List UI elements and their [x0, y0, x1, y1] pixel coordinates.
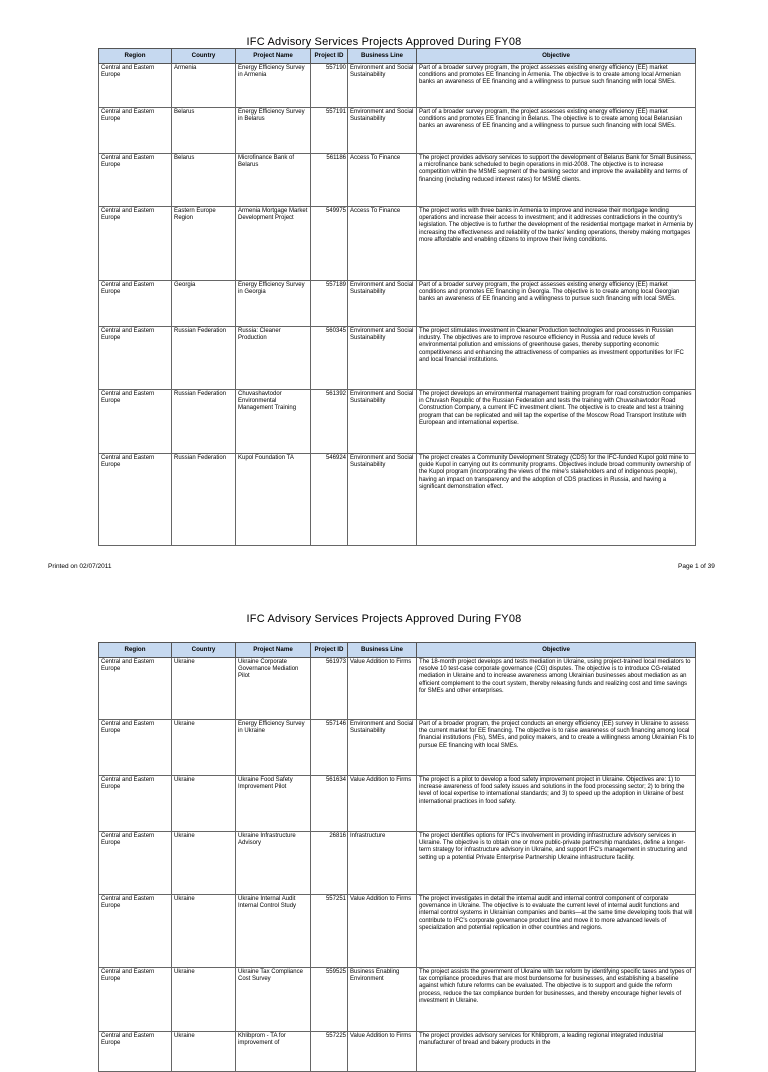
cell-region: Central and Eastern Europe: [99, 390, 172, 454]
cell-objective: The project assists the government of Ukraine with tax reform by identifying specific taxes and types of tax compliance procedures that are most burdensome for businesses, and establishing a baseline against which future reforms can be evaluated. The objective is to support and guide the reform process, reduce the tax compliance burden for businesses, and thereby encourage higher levels of investment in Ukraine.: [417, 968, 696, 1032]
cell-country: Ukraine: [172, 658, 236, 720]
column-header-country: Country: [172, 643, 236, 658]
cell-region: Central and Eastern Europe: [99, 64, 172, 108]
cell-region: Central and Eastern Europe: [99, 968, 172, 1032]
cell-objective: The project creates a Community Development Strategy (CDS) for the IFC-funded Kupol gold mine to guide Kupol in carrying out its community programs. Objectives include broad community ownership of the Kupol program (incorporating the views of the mine's stakeholders and of indigenous people), having an impact on transparency and the adoption of CDS practices in Russia, and having a significant demonstration effect.: [417, 454, 696, 546]
cell-project-id: 546924: [311, 454, 348, 546]
cell-objective: Part of a broader survey program, the project assesses existing energy efficiency (EE) market conditions and promotes EE financing in Georgia. The objective is to create among local Georgian banks an awareness of EE financing and a willingness to pursue such financing with local SMEs.: [417, 281, 696, 327]
cell-objective: The 18-month project develops and tests mediation in Ukraine, using project-trained local mediators to resolve 10 test-case corporate governance (CG) disputes. The objective is to introduce CG-related mediation in Ukraine and to increase awareness among Ukrainian businesses about mediation as an efficient complement to the court system, thereby releasing funds and realizing cost and time savings for SMEs and other enterprises.: [417, 658, 696, 720]
cell-country: Belarus: [172, 154, 236, 207]
table-row: [99, 108, 696, 154]
cell-project-name: Chuvashavtodor Environmental Management Training: [236, 390, 311, 454]
cell-country: Ukraine: [172, 895, 236, 968]
column-header-project-id: Project ID: [311, 49, 348, 64]
page-title: IFC Advisory Services Projects Approved During FY08: [246, 36, 522, 48]
cell-objective: The project works with three banks in Armenia to improve and increase their mortgage lending operations and increase their access to investment; and it addresses contradictions in the country's legislation. The objective is to further the development of the residential mortgage market in Armenia by increasing the effectiveness and reliability of the banks' lending operations, thereby making mortgages more affordable and enabling citizens to improve their living conditions.: [417, 207, 696, 281]
cell-project-id: 26816: [311, 832, 348, 895]
cell-region: Central and Eastern Europe: [99, 281, 172, 327]
cell-objective: The project stimulates investment in Cleaner Production technologies and processes in Russian industry. The objectives are to improve resource efficiency in Russia and reduce levels of environmental pollution and emissions of greenhouse gases, thereby supporting economic competitiveness and enhancing the attractiveness of companies as investment opportunities for IFC and local financial institutions.: [417, 327, 696, 390]
column-header-project-id: Project ID: [311, 643, 348, 658]
cell-region: Central and Eastern Europe: [99, 658, 172, 720]
projects-table: [98, 48, 696, 546]
cell-objective: Part of a broader survey program, the project assesses existing energy efficiency (EE) market conditions and promotes EE financing in Armenia. The objective is to create among local Armenian banks an awareness of EE financing and a willingness to pursue such financing with local SMEs.: [417, 64, 696, 108]
cell-region: Central and Eastern Europe: [99, 207, 172, 281]
cell-project-id: 557189: [311, 281, 348, 327]
table-row: [99, 281, 696, 327]
cell-objective: The project provides advisory services to support the development of Belarus Bank for Small Business, a microfinance bank scheduled to begin operations in mid-2008. The objective is to increase competition within the MSME segment of the banking sector and improve the availability and terms of financing (including reduced interest rates) for MSME clients.: [417, 154, 696, 207]
cell-business-line: Value Addition to Firms: [348, 895, 417, 968]
cell-business-line: Environment and Social Sustainability: [348, 720, 417, 776]
table-row: [99, 776, 696, 832]
cell-business-line: Environment and Social Sustainability: [348, 64, 417, 108]
cell-country: Ukraine: [172, 720, 236, 776]
table-row: [99, 720, 696, 776]
cell-objective: Part of a broader survey program, the project assesses existing energy efficiency (EE) market conditions and promotes EE financing in Belarus. The objective is to create among local Belarusian banks an awareness of EE financing and a willingness to pursue such financing with local SMEs.: [417, 108, 696, 154]
table-header-row: [99, 49, 696, 64]
cell-region: Central and Eastern Europe: [99, 327, 172, 390]
cell-project-name: Khlibprom - TA for improvement of: [236, 1032, 311, 1072]
cell-project-name: Russia: Cleaner Production: [236, 327, 311, 390]
cell-project-id: 549975: [311, 207, 348, 281]
cell-country: Belarus: [172, 108, 236, 154]
cell-region: Central and Eastern Europe: [99, 895, 172, 968]
table-row: [99, 895, 696, 968]
column-header-project-name: Project Name: [236, 49, 311, 64]
cell-country: Ukraine: [172, 832, 236, 895]
cell-business-line: Access To Finance: [348, 154, 417, 207]
cell-business-line: Value Addition to Firms: [348, 1032, 417, 1072]
table-row: [99, 327, 696, 390]
column-header-region: Region: [99, 643, 172, 658]
table-row: [99, 454, 696, 546]
cell-objective: The project is a pilot to develop a food safety improvement project in Ukraine. Objectives are: 1) to increase awareness of food safety issues and solutions in the food processing sector; 2) to bring the level of local expertise to international standards; and 3) to speed up the adoption in Ukraine of best international practices in food safety.: [417, 776, 696, 832]
cell-project-name: Ukraine Corporate Governance Mediation Pilot: [236, 658, 311, 720]
cell-country: Ukraine: [172, 1032, 236, 1072]
cell-project-name: Energy Efficiency Survey in Georgia: [236, 281, 311, 327]
cell-objective: The project investigates in detail the internal audit and internal control component of corporate governance in Ukraine. The objective is to evaluate the current level of internal audit functions and internal control systems in Ukrainian companies and banks—at the same time developing tools that will contribute to IFC's corporate governance product line and move it to more advanced levels of specialization and potential replication in other countries and regions.: [417, 895, 696, 968]
cell-project-id: 557146: [311, 720, 348, 776]
cell-project-id: 557251: [311, 895, 348, 968]
cell-business-line: Environment and Social Sustainability: [348, 281, 417, 327]
cell-project-name: Energy Efficiency Survey in Ukraine: [236, 720, 311, 776]
cell-project-name: Energy Efficiency Survey in Armenia: [236, 64, 311, 108]
cell-project-id: 561186: [311, 154, 348, 207]
table-row: [99, 968, 696, 1032]
cell-objective: The project identifies options for IFC's involvement in providing infrastructure advisory services in Ukraine. The objective is to obtain one or more public-private partnership mandates, define a longer-term strategy for infrastructure advisory in Ukraine, and support IFC's management in structuring and setting up a potential Private Enterprise Partnership Ukraine infrastructure facility.: [417, 832, 696, 895]
column-header-project-name: Project Name: [236, 643, 311, 658]
cell-business-line: Infrastructure: [348, 832, 417, 895]
cell-project-id: 561634: [311, 776, 348, 832]
cell-project-name: Microfinance Bank of Belarus: [236, 154, 311, 207]
cell-country: Russian Federation: [172, 454, 236, 546]
table-row: [99, 207, 696, 281]
table-row: [99, 154, 696, 207]
column-header-business-line: Business Line: [348, 643, 417, 658]
cell-region: Central and Eastern Europe: [99, 776, 172, 832]
cell-business-line: Environment and Social Sustainability: [348, 454, 417, 546]
cell-project-id: 561392: [311, 390, 348, 454]
cell-country: Russian Federation: [172, 390, 236, 454]
cell-business-line: Value Addition to Firms: [348, 658, 417, 720]
printed-date: Printed on 02/07/2011: [48, 563, 112, 570]
cell-project-name: Armenia Mortgage Market Development Project: [236, 207, 311, 281]
table-header-row: [99, 643, 696, 658]
cell-project-id: 557190: [311, 64, 348, 108]
column-header-objective: Objective: [417, 49, 696, 64]
cell-project-id: 560345: [311, 327, 348, 390]
cell-project-id: 561973: [311, 658, 348, 720]
cell-business-line: Environment and Social Sustainability: [348, 327, 417, 390]
projects-table: [98, 642, 696, 1072]
cell-region: Central and Eastern Europe: [99, 108, 172, 154]
document-page-2: [0, 585, 768, 1047]
cell-business-line: Value Addition to Firms: [348, 776, 417, 832]
cell-project-name: Ukraine Internal Audit Internal Control Study: [236, 895, 311, 968]
cell-project-name: Energy Efficiency Survey in Belarus: [236, 108, 311, 154]
column-header-objective: Objective: [417, 643, 696, 658]
page-number: Page 1 of 39: [678, 563, 715, 570]
cell-objective: The project develops an environmental management training program for road construction companies in Chuvash Republic of the Russian Federation and tests the training with Chuvashavtodor Road Construction Company, a current IFC investment client. The objective is to create and test a training program that can be replicated and will tap the expertise of the Moscow Road Transport Institute with European and international expertise.: [417, 390, 696, 454]
page-title: IFC Advisory Services Projects Approved During FY08: [246, 613, 522, 625]
cell-country: Eastern Europe Region: [172, 207, 236, 281]
cell-business-line: Environment and Social Sustainability: [348, 390, 417, 454]
cell-project-name: Kupol Foundation TA: [236, 454, 311, 546]
table-row: [99, 64, 696, 108]
cell-country: Ukraine: [172, 968, 236, 1032]
cell-region: Central and Eastern Europe: [99, 832, 172, 895]
table-row: [99, 658, 696, 720]
cell-objective: The project provides advisory services for Khlibprom, a leading regional integrated industrial manufacturer of bread and bakery products in the: [417, 1032, 696, 1072]
cell-region: Central and Eastern Europe: [99, 454, 172, 546]
cell-project-id: 559525: [311, 968, 348, 1032]
cell-country: Ukraine: [172, 776, 236, 832]
cell-country: Georgia: [172, 281, 236, 327]
cell-region: Central and Eastern Europe: [99, 1032, 172, 1072]
cell-project-name: Ukraine Tax Compliance Cost Survey: [236, 968, 311, 1032]
cell-project-name: Ukraine Food Safety Improvement Pilot: [236, 776, 311, 832]
cell-business-line: Environment and Social Sustainability: [348, 108, 417, 154]
cell-objective: Part of a broader program, the project conducts an energy efficiency (EE) survey in Ukraine to assess the current market for EE financing. The objective is to raise awareness of such financing among local financial institutions (FIs), SMEs, and policy makers, and to create a willingness among Ukrainian FIs to pursue EE financing with local SMEs.: [417, 720, 696, 776]
cell-region: Central and Eastern Europe: [99, 720, 172, 776]
column-header-region: Region: [99, 49, 172, 64]
cell-business-line: Business Enabling Environment: [348, 968, 417, 1032]
cell-country: Russian Federation: [172, 327, 236, 390]
cell-project-id: 557225: [311, 1032, 348, 1072]
table-row: [99, 832, 696, 895]
cell-country: Armenia: [172, 64, 236, 108]
cell-project-name: Ukraine Infrastructure Advisory: [236, 832, 311, 895]
table-row: [99, 1032, 696, 1072]
cell-business-line: Access To Finance: [348, 207, 417, 281]
table-row: [99, 390, 696, 454]
cell-region: Central and Eastern Europe: [99, 154, 172, 207]
column-header-business-line: Business Line: [348, 49, 417, 64]
cell-project-id: 557191: [311, 108, 348, 154]
column-header-country: Country: [172, 49, 236, 64]
